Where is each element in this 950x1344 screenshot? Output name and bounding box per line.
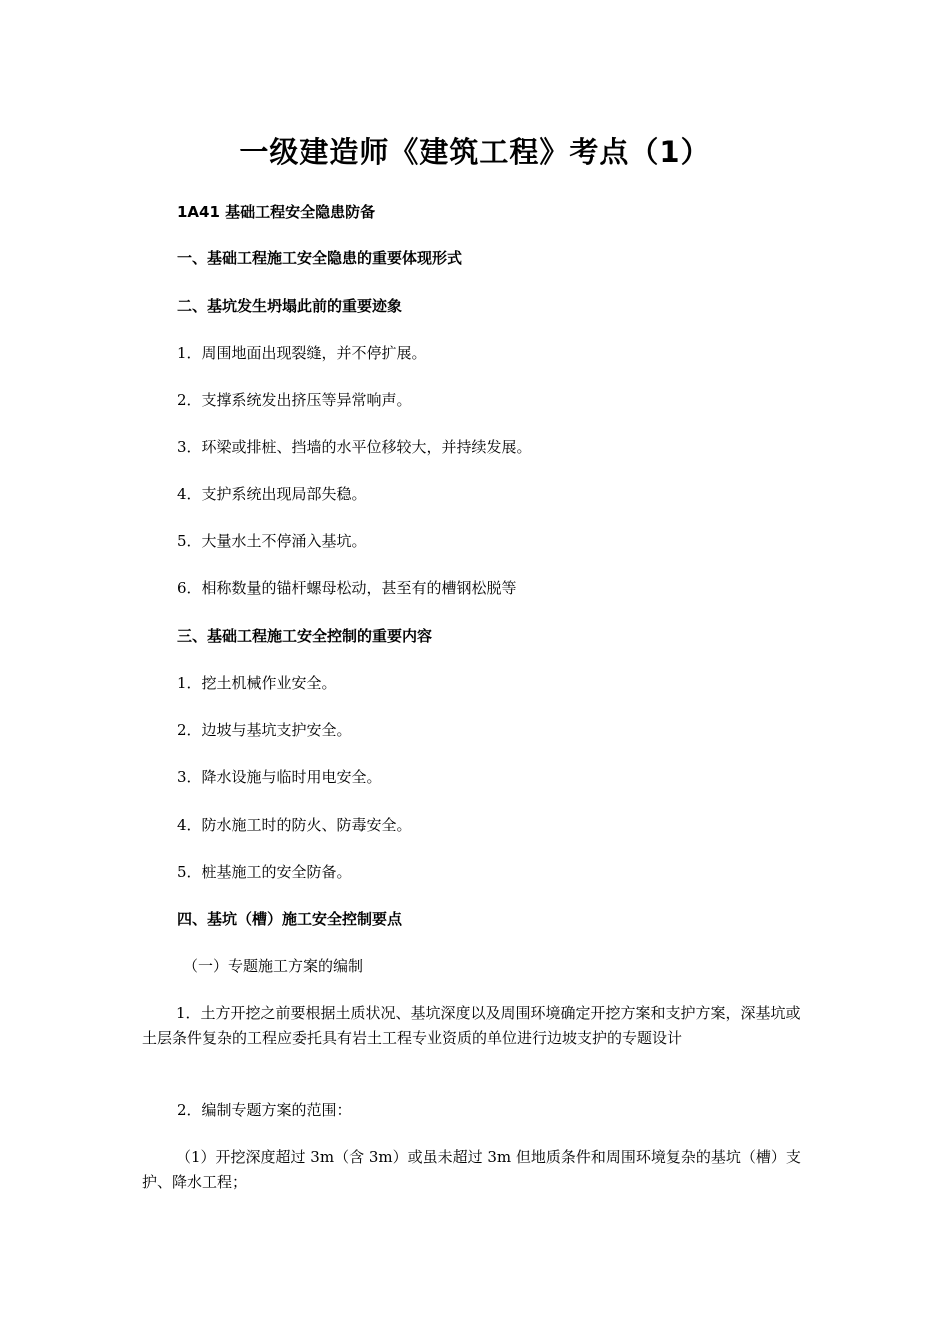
sign-item: 5．大量水土不停涌入基坑。 [177, 532, 367, 550]
sign-item: 3．环梁或排桩、挡墙的水平位移较大，并持续发展。 [177, 438, 532, 456]
sign-item: 1．周围地面出现裂缝，并不停扩展。 [177, 344, 427, 362]
paragraph-2: 2．编制专题方案的范围： [177, 1101, 352, 1119]
section-code: 1A41 基础工程安全隐患防备 [177, 203, 376, 221]
sign-item: 2．支撑系统发出挤压等异常响声。 [177, 391, 412, 409]
content-item: 2．边坡与基坑支护安全。 [177, 721, 352, 739]
paragraph-1: 1．土方开挖之前要根据土质状况、基坑深度以及周围环境确定开挖方案和支护方案，深基坑或土层条件复杂的工程应委托具有岩土工程专业资质的单位进行边坡支护的专题设计 [142, 1004, 801, 1047]
content-item: 1．挖土机械作业安全。 [177, 674, 337, 692]
content-item: 3．降水设施与临时用电安全。 [177, 768, 382, 786]
paragraph-3: （1）开挖深度超过 3m（含 3m）或虽未超过 3m 但地质条件和周围环境复杂的基坑（槽）支护、降水工程； [142, 1148, 801, 1191]
content-item: 5．桩基施工的安全防备。 [177, 863, 352, 881]
heading-1: 一、基础工程施工安全隐患的重要体现形式 [177, 249, 463, 267]
heading-3: 三、基础工程施工安全控制的重要内容 [177, 627, 433, 645]
document-title: 一级建造师《建筑工程》考点（1） [239, 135, 711, 169]
content-item: 4．防水施工时的防火、防毒安全。 [177, 816, 412, 834]
heading-2: 二、基坑发生坍塌此前的重要迹象 [177, 297, 403, 315]
heading-4: 四、基坑（槽）施工安全控制要点 [177, 910, 403, 928]
sign-item: 4．支护系统出现局部失稳。 [177, 485, 367, 503]
sub-heading-1: （一）专题施工方案的编制 [183, 957, 364, 975]
sign-item: 6．相称数量的锚杆螺母松动，甚至有的槽钢松脱等 [177, 579, 517, 597]
